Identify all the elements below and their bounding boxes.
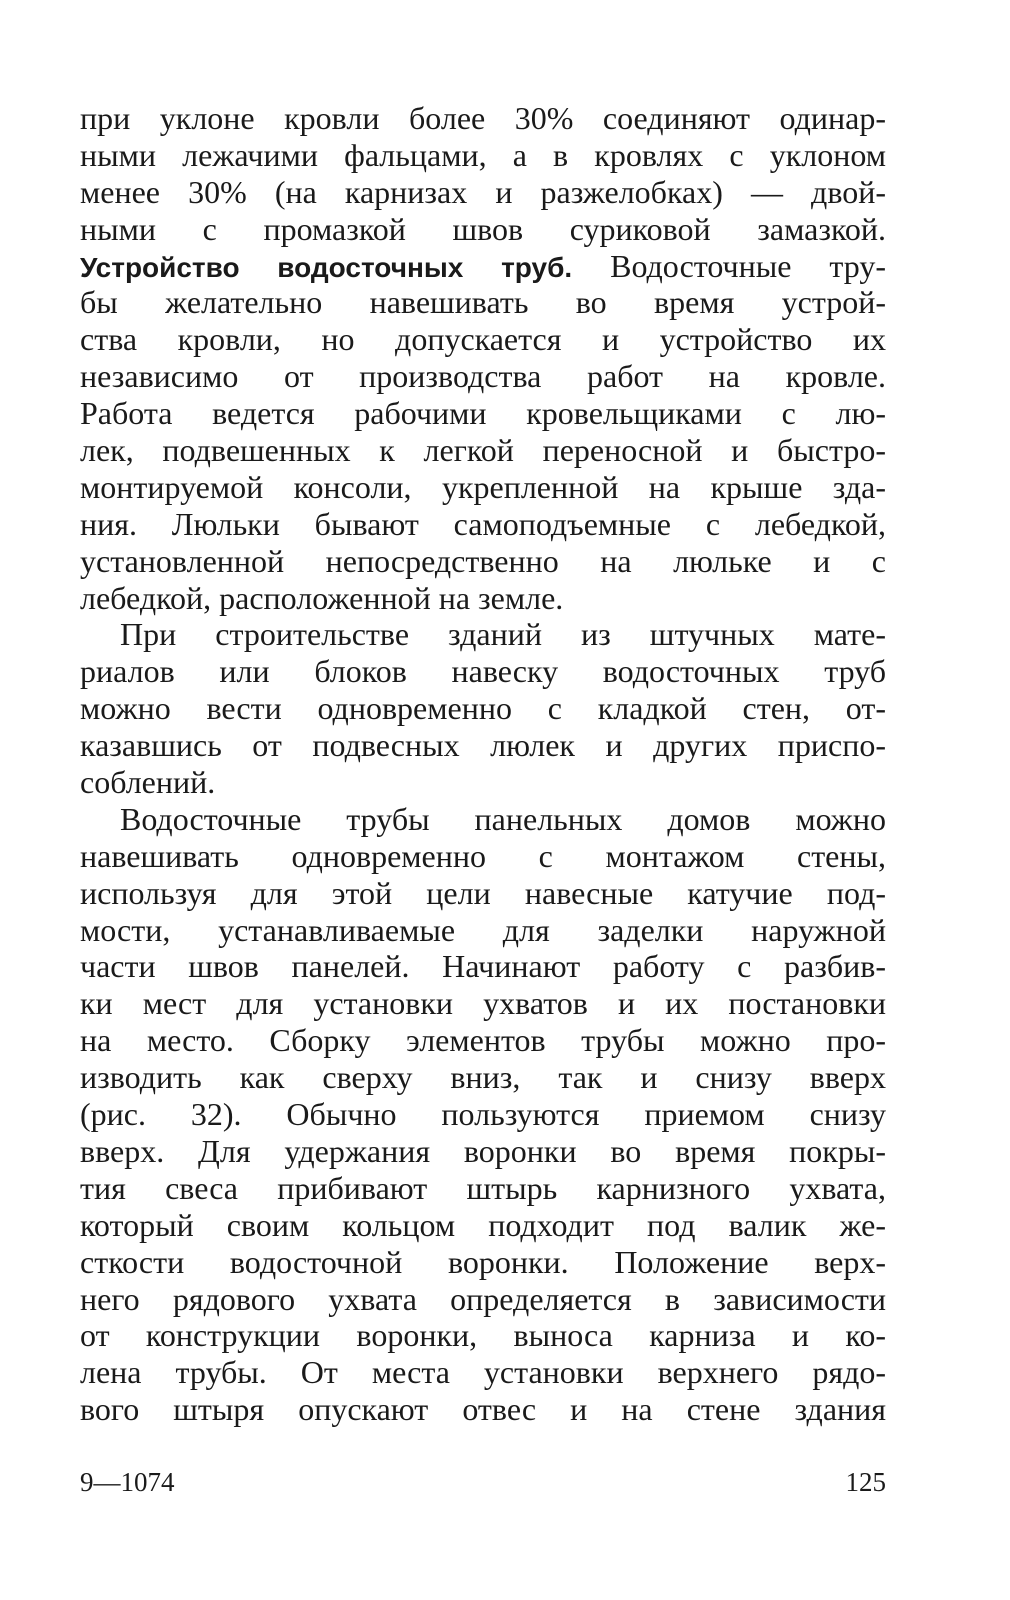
text-line: лена трубы. От места установки верхнего рядо- <box>80 1354 886 1391</box>
text-line: изводить как сверху вниз, так и снизу вверх <box>80 1059 886 1096</box>
text-line: риалов или блоков навеску водосточных труб <box>80 653 886 690</box>
text-line: него рядового ухвата определяется в зависимости <box>80 1280 886 1317</box>
text-line: навешивать одновременно с монтажом стены, <box>80 837 886 874</box>
text-line: вверх. Для удержания воронки во время покры- <box>80 1132 886 1169</box>
text-line <box>80 248 886 285</box>
page-number: 125 <box>845 1467 886 1497</box>
text-line: Водосточные трубы панельных домов можно <box>120 800 886 837</box>
text-line: ства кровли, но допускается и устройство их <box>80 321 886 358</box>
text-line: сткости водосточной воронки. Положение верх- <box>80 1243 886 1280</box>
text-line: на место. Сборку элементов трубы можно про- <box>80 1022 886 1059</box>
text-line: при уклоне кровли более 30% соединяют одинар- <box>80 100 886 136</box>
paragraph <box>80 801 886 1428</box>
text-run: Водосточные тру- <box>572 247 886 284</box>
text-line: ки мест для установки ухватов и их постановки <box>80 985 886 1022</box>
text-line: от конструкции воронки, выноса карниза и ко- <box>80 1317 886 1354</box>
paragraph <box>80 616 886 800</box>
text-line: части швов панелей. Начинают работу с разбив- <box>80 948 886 985</box>
text-line: установленной непосредственно на люльке и с <box>80 542 886 579</box>
text-line: мости, устанавливаемые для заделки наружной <box>80 911 886 948</box>
text-line: ными с промазкой швов суриковой замазкой. <box>80 210 886 247</box>
paragraph <box>80 248 886 617</box>
text-line: соблений. <box>80 764 216 801</box>
text-line: можно вести одновременно с кладкой стен, от- <box>80 690 886 727</box>
text-line: лебедкой, расположенной на земле. <box>80 579 564 616</box>
text-line: который своим кольцом подходит под валик же- <box>80 1206 886 1243</box>
text-line: монтируемой консоли, укрепленной на крыше зда- <box>80 468 886 505</box>
section-heading: Устройство водосточных труб. <box>80 251 573 283</box>
paragraph <box>80 100 886 248</box>
text-line: бы желательно навешивать во время устрой- <box>80 284 886 321</box>
text-line: Работа ведется рабочими кровельщиками с лю- <box>80 395 886 432</box>
text-line: лек, подвешенных к легкой переносной и быстро- <box>80 432 886 469</box>
text-line: казавшись от подвесных люлек и других приспо- <box>80 727 886 764</box>
text-line: менее 30% (на карнизах и разжелобках) — двой- <box>80 173 886 210</box>
signature-mark: 9—1074 <box>80 1467 175 1497</box>
text-line: ными лежачими фальцами, а в кровлях с уклоном <box>80 136 886 173</box>
text-line: используя для этой цели навесные катучие под- <box>80 874 886 911</box>
page-body <box>80 100 886 1428</box>
text-line: независимо от производства работ на кровле. <box>80 358 886 395</box>
text-line: (рис. 32). Обычно пользуются приемом снизу <box>80 1096 886 1133</box>
page-footer <box>80 1462 886 1502</box>
text-line: тия свеса прибивают штырь карнизного ухвата, <box>80 1169 886 1206</box>
text-line: ния. Люльки бывают самоподъемные с лебедкой, <box>80 505 886 542</box>
text-line: вого штыря опускают отвес и на стене здания <box>80 1391 886 1428</box>
text-line: При строительстве зданий из штучных мате- <box>120 616 886 653</box>
